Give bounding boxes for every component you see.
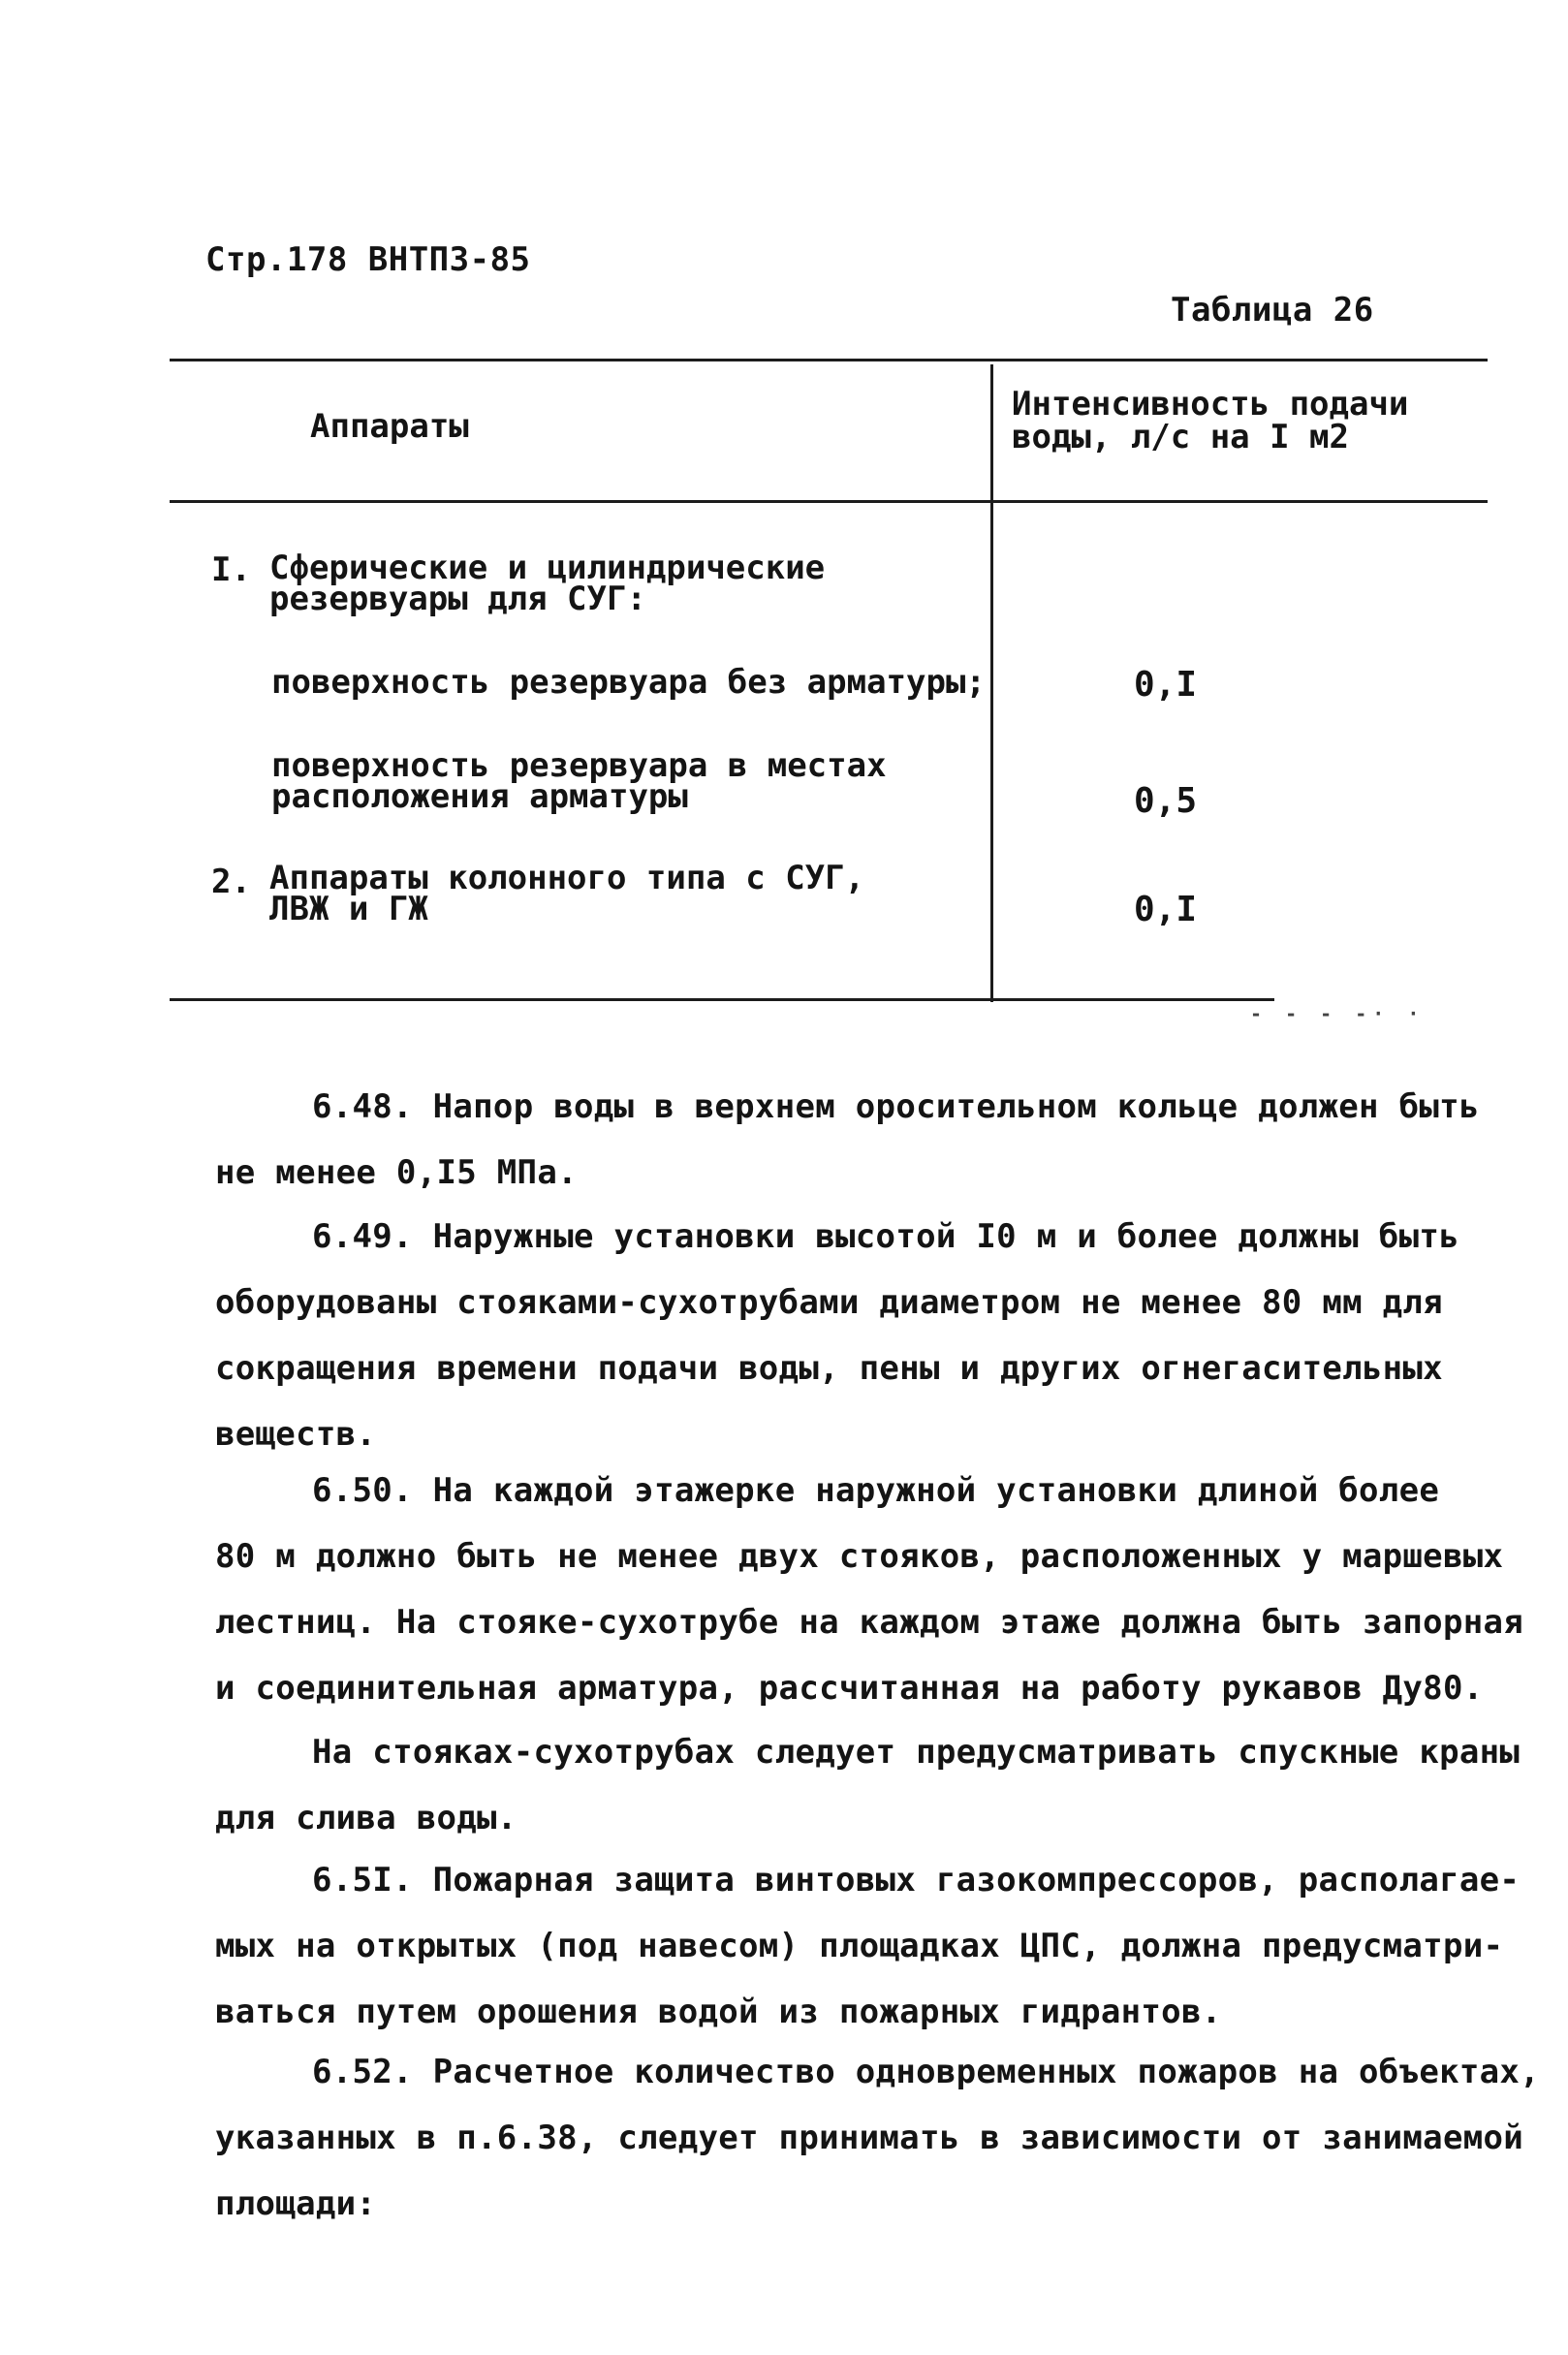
text-line: оборудованы стояками-сухотрубами диаметром не менее 80 мм для xyxy=(215,1283,1443,1322)
table-column-divider xyxy=(990,364,993,1002)
text-line: 6.5I. Пожарная защита винтовых газокомпрессоров, располагае- xyxy=(312,1861,1521,1900)
row-value: 0,I xyxy=(1134,890,1198,929)
text-line: для слива воды. xyxy=(215,1799,517,1837)
text-line: На стояках-сухотрубах следует предусматривать спускные краны xyxy=(312,1733,1521,1772)
row-text: поверхность резервуара в местах расположения арматуры xyxy=(271,746,887,816)
row-value: 0,I xyxy=(1134,665,1198,705)
row-number: I. xyxy=(211,550,251,589)
text-line: не менее 0,I5 МПа. xyxy=(215,1153,578,1192)
text-line: указанных в п.6.38, следует принимать в зависимости от занимаемой xyxy=(215,2119,1524,2157)
text-line: площади: xyxy=(215,2184,377,2223)
row-number: 2. xyxy=(211,863,251,901)
text-line: веществ. xyxy=(215,1415,377,1454)
text-line: 6.52. Расчетное количество одновременных пожаров на объектах, xyxy=(312,2053,1540,2091)
paragraph-drain-valves xyxy=(215,1719,1521,1851)
table-top-rule xyxy=(170,359,1488,361)
row-text: Аппараты колонного типа с СУГ, ЛВЖ и ГЖ xyxy=(269,859,865,928)
paragraph-6-52 xyxy=(215,2039,1540,2237)
text-line: лестниц. На стояке-сухотрубе на каждом этаже должна быть запорная xyxy=(215,1603,1524,1642)
text-line: мых на открытых (под навесом) площадках ЦПС, должна предусматри- xyxy=(215,1927,1504,1965)
paragraph-6-51 xyxy=(215,1847,1521,2045)
page-reference: Стр.178 ВНТП3-85 xyxy=(205,240,531,279)
text-line: и соединительная арматура, рассчитанная на работу рукавов Ду80. xyxy=(215,1669,1484,1708)
row-text: поверхность резервуара без арматуры; xyxy=(271,663,986,702)
paragraph-6-49 xyxy=(215,1204,1504,1467)
table-bottom-rule-tail: - - - -· · xyxy=(1250,1002,1426,1025)
text-line: ваться путем орошения водой из пожарных гидрантов. xyxy=(215,1993,1222,2031)
text-line: 6.50. На каждой этажерке наружной установки длиной более xyxy=(312,1471,1440,1510)
table-header-rule xyxy=(170,500,1488,503)
paragraph-6-48 xyxy=(215,1074,1504,1206)
table-bottom-rule xyxy=(170,998,1274,1001)
row-value: 0,5 xyxy=(1134,781,1198,821)
table-label: Таблица 26 xyxy=(1171,291,1374,330)
paragraph-6-50 xyxy=(215,1458,1524,1721)
text-line: сокращения времени подачи воды, пены и других огнегасительных xyxy=(215,1349,1443,1388)
text-line: 80 м должно быть не менее двух стояков, расположенных у маршевых xyxy=(215,1537,1504,1576)
text-line: 6.49. Наружные установки высотой I0 м и более должны быть xyxy=(312,1217,1459,1256)
text-line: 6.48. Напор воды в верхнем оросительном кольце должен быть xyxy=(312,1087,1480,1126)
column-header-apparatus: Аппараты xyxy=(310,407,469,446)
column-header-intensity: Интенсивность подачи воды, л/с на I м2 xyxy=(1012,385,1409,456)
row-text: Сферические и цилиндрические резервуары для СУГ: xyxy=(269,549,826,618)
